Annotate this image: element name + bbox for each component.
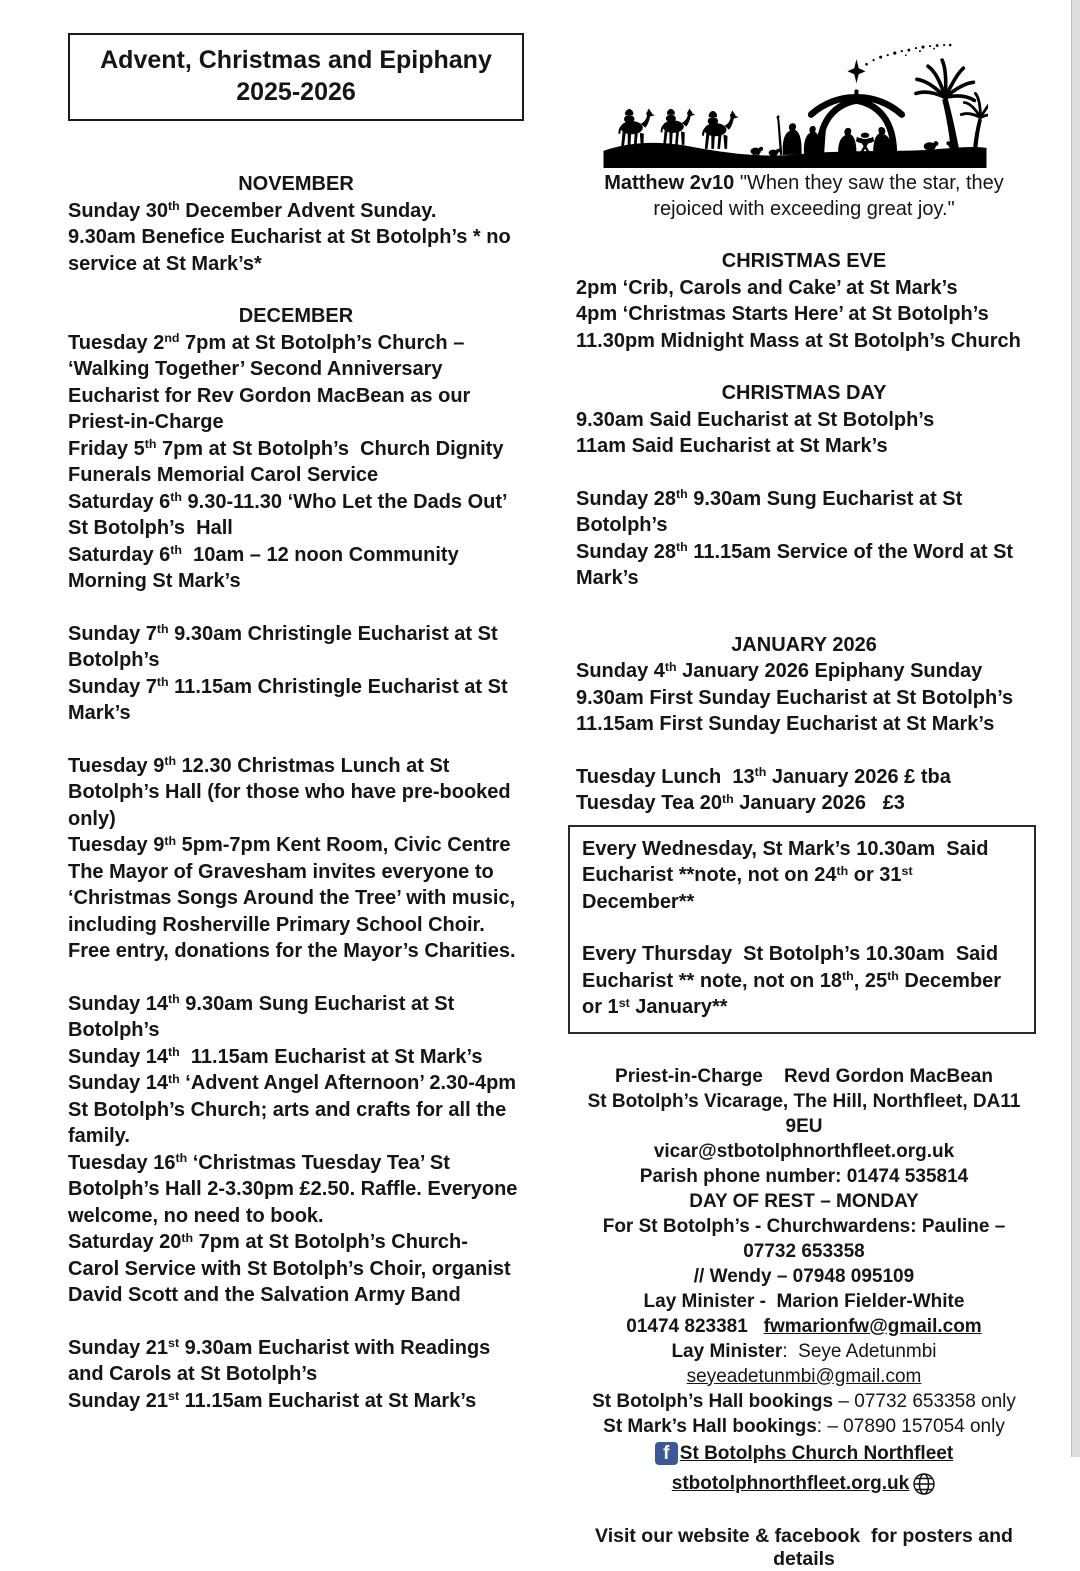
contact-line: DAY OF REST – MONDAY — [689, 1190, 919, 1212]
contact-line: St Mark’s Hall bookings: – 07890 157054 only — [603, 1415, 1005, 1437]
section-heading: CHRISTMAS DAY — [721, 382, 887, 404]
contact-line[interactable]: Lay Minister: Seye Adetunmbi seyeadetunmbi@gmail.com — [671, 1340, 942, 1387]
spacer — [576, 354, 1032, 380]
spacer — [68, 595, 524, 621]
schedule-entry: Every Wednesday, St Mark’s 10.30am Said Eucharist **note, not on 24th or 31st December** — [582, 837, 995, 913]
schedule-entry: Sunday 28th 9.30am Sung Eucharist at St Botolph’s — [576, 487, 968, 536]
section-heading: NOVEMBER — [238, 173, 354, 195]
schedule-entry: Friday 5th 7pm at St Botolph’s Church Dignity Funerals Memorial Carol Service — [68, 437, 510, 486]
schedule-entry: Sunday 21st 11.15am Eucharist at St Mark’s — [68, 1389, 477, 1412]
globe-icon — [912, 1472, 936, 1496]
schedule-entry: Saturday 6th 10am – 12 noon Community Morning St Mark’s — [68, 543, 465, 592]
schedule-entry: 11.15am First Sunday Eucharist at St Mark’s — [576, 713, 995, 735]
schedule-entry: Tuesday Lunch 13th January 2026 £ tba — [576, 765, 951, 788]
schedule-entry: Tuesday 9th 12.30 Christmas Lunch at St Botolph’s Hall (for those who have pre-booked only) — [68, 754, 517, 830]
spacer — [576, 738, 1032, 764]
schedule-entry: Sunday 14th 9.30am Sung Eucharist at St Botolph’s — [68, 992, 460, 1041]
contact-line: St Botolph’s Hall bookings – 07732 653358 only — [592, 1390, 1016, 1412]
schedule-entry: Tuesday 2nd 7pm at St Botolph’s Church – ‘Walking Together’ Second Anniversary Eucharist for Rev Gordon MacBean as our Priest-in-Charge — [68, 331, 476, 433]
footer-note: Visit our website & facebook for posters and details — [595, 1524, 1019, 1570]
schedule-entry: 4pm ‘Christmas Starts Here’ at St Botolph’s — [576, 303, 989, 325]
contact-line: St Botolph’s Vicarage, The Hill, Northfleet, DA11 9EU — [587, 1090, 1026, 1137]
schedule-entry: Sunday 21st 9.30am Eucharist with Readings and Carols at St Botolph’s — [68, 1336, 496, 1385]
schedule-entry: Sunday 14th ‘Advent Angel Afternoon’ 2.30-4pm St Botolph’s Church; arts and crafts for all the family. — [68, 1071, 522, 1147]
left-column — [68, 33, 524, 1571]
contact-line: Parish phone number: 01474 535814 — [639, 1165, 969, 1187]
website-link-row[interactable] — [576, 1469, 1032, 1499]
contact-line[interactable]: 01474 823381 fwmarionfw@gmail.com — [626, 1315, 982, 1337]
scripture-caption: Matthew 2v10 "When they saw the star, they rejoiced with exceeding great joy." — [604, 172, 1010, 220]
contact-line: For St Botolph’s - Churchwardens: Pauline – 07732 653358 — [602, 1215, 1011, 1262]
section-heading: JANUARY 2026 — [731, 633, 877, 656]
contact-line: Priest-in-Charge Revd Gordon MacBean — [615, 1065, 993, 1087]
page-title-line1: Advent, Christmas and Epiphany — [100, 46, 492, 74]
contact-line: vicar@stbotolphnorthfleet.org.uk — [653, 1140, 955, 1162]
schedule-entry: Every Thursday St Botolph’s 10.30am Said Eucharist ** note, not on 18th, 25th December or 1st January** — [582, 943, 1007, 1018]
right-schedule — [576, 222, 1032, 817]
spacer — [582, 915, 1022, 941]
schedule-entry: Saturday 20th 7pm at St Botolph’s Church- Carol Service with St Botolph’s Choir, organist David Scott and the Salvation Army Band — [68, 1230, 517, 1306]
spacer — [576, 460, 1032, 486]
schedule-entry: Sunday 14th 11.15am Eucharist at St Mark’s — [68, 1045, 483, 1068]
schedule-entry: Sunday 7th 9.30am Christingle Eucharist at St Botolph’s — [68, 622, 504, 671]
schedule-entry: Sunday 7th 11.15am Christingle Eucharist at St Mark’s — [68, 675, 514, 724]
facebook-page-link[interactable]: St Botolphs Church Northfleet — [679, 1442, 954, 1464]
schedule-entry: 11.30pm Midnight Mass at St Botolph’s Church — [576, 329, 1021, 352]
right-column — [576, 33, 1032, 1571]
facebook-link-row[interactable] — [576, 1439, 1032, 1469]
page-title-line2: 2025-2026 — [236, 78, 356, 106]
schedule-entry: 9.30am First Sunday Eucharist at St Botolph’s — [576, 686, 1014, 709]
schedule-entry: 11am Said Eucharist at St Mark’s — [576, 435, 888, 457]
spacer — [576, 592, 1032, 632]
schedule-entry: Free entry, donations for the Mayor’s Charities. — [68, 940, 516, 962]
left-schedule — [68, 171, 524, 1414]
contact-lines — [576, 1064, 1032, 1439]
section-heading: DECEMBER — [238, 305, 354, 327]
schedule-entry: Sunday 28th 11.15am Service of the Word at St Mark’s — [576, 540, 1019, 589]
schedule-entry: 2pm ‘Crib, Carols and Cake’ at St Mark’s — [576, 276, 958, 299]
spacer — [68, 965, 524, 991]
schedule-entry: Tuesday 16th ‘Christmas Tuesday Tea’ St Botolph’s Hall 2-3.30pm £2.50. Raffle. Everyone welcome, no need to book. — [68, 1151, 523, 1227]
schedule-entry: Sunday 4th January 2026 Epiphany Sunday — [576, 659, 983, 682]
weekly-services-text — [582, 836, 1022, 1021]
nativity-scene-image — [602, 39, 988, 168]
weekly-services-box — [568, 825, 1036, 1034]
schedule-entry: Tuesday Tea 20th January 2026 £3 — [576, 791, 905, 814]
spacer — [68, 277, 524, 303]
contact-block — [576, 1064, 1032, 1571]
schedule-entry: Saturday 6th 9.30-11.30 ‘Who Let the Dads Out’ St Botolph’s Hall — [68, 490, 513, 539]
spacer — [68, 1309, 524, 1335]
schedule-entry: Tuesday 9th 5pm-7pm Kent Room, Civic Centre The Mayor of Gravesham invites everyone to ‘Christmas Songs Around the Tree’ with music, including Rosherville Primary School Choir. — [68, 833, 521, 936]
contact-line: // Wendy – 07948 095109 — [693, 1265, 915, 1287]
facebook-icon: f — [655, 1442, 678, 1465]
spacer — [576, 222, 1032, 248]
title-box — [68, 33, 524, 121]
page-edge-scrollbar[interactable] — [1071, 0, 1080, 1457]
schedule-entry: Sunday 30th December Advent Sunday. — [68, 199, 437, 222]
spacer — [68, 727, 524, 753]
website-link[interactable]: stbotolphnorthfleet.org.uk — [671, 1472, 910, 1494]
section-heading: CHRISTMAS EVE — [721, 250, 887, 272]
contact-line: Lay Minister - Marion Fielder-White — [643, 1290, 965, 1312]
schedule-entry: 9.30am Said Eucharist at St Botolph’s — [576, 408, 935, 431]
schedule-entry: 9.30am Benefice Eucharist at St Botolph’s * no service at St Mark’s* — [68, 226, 517, 275]
